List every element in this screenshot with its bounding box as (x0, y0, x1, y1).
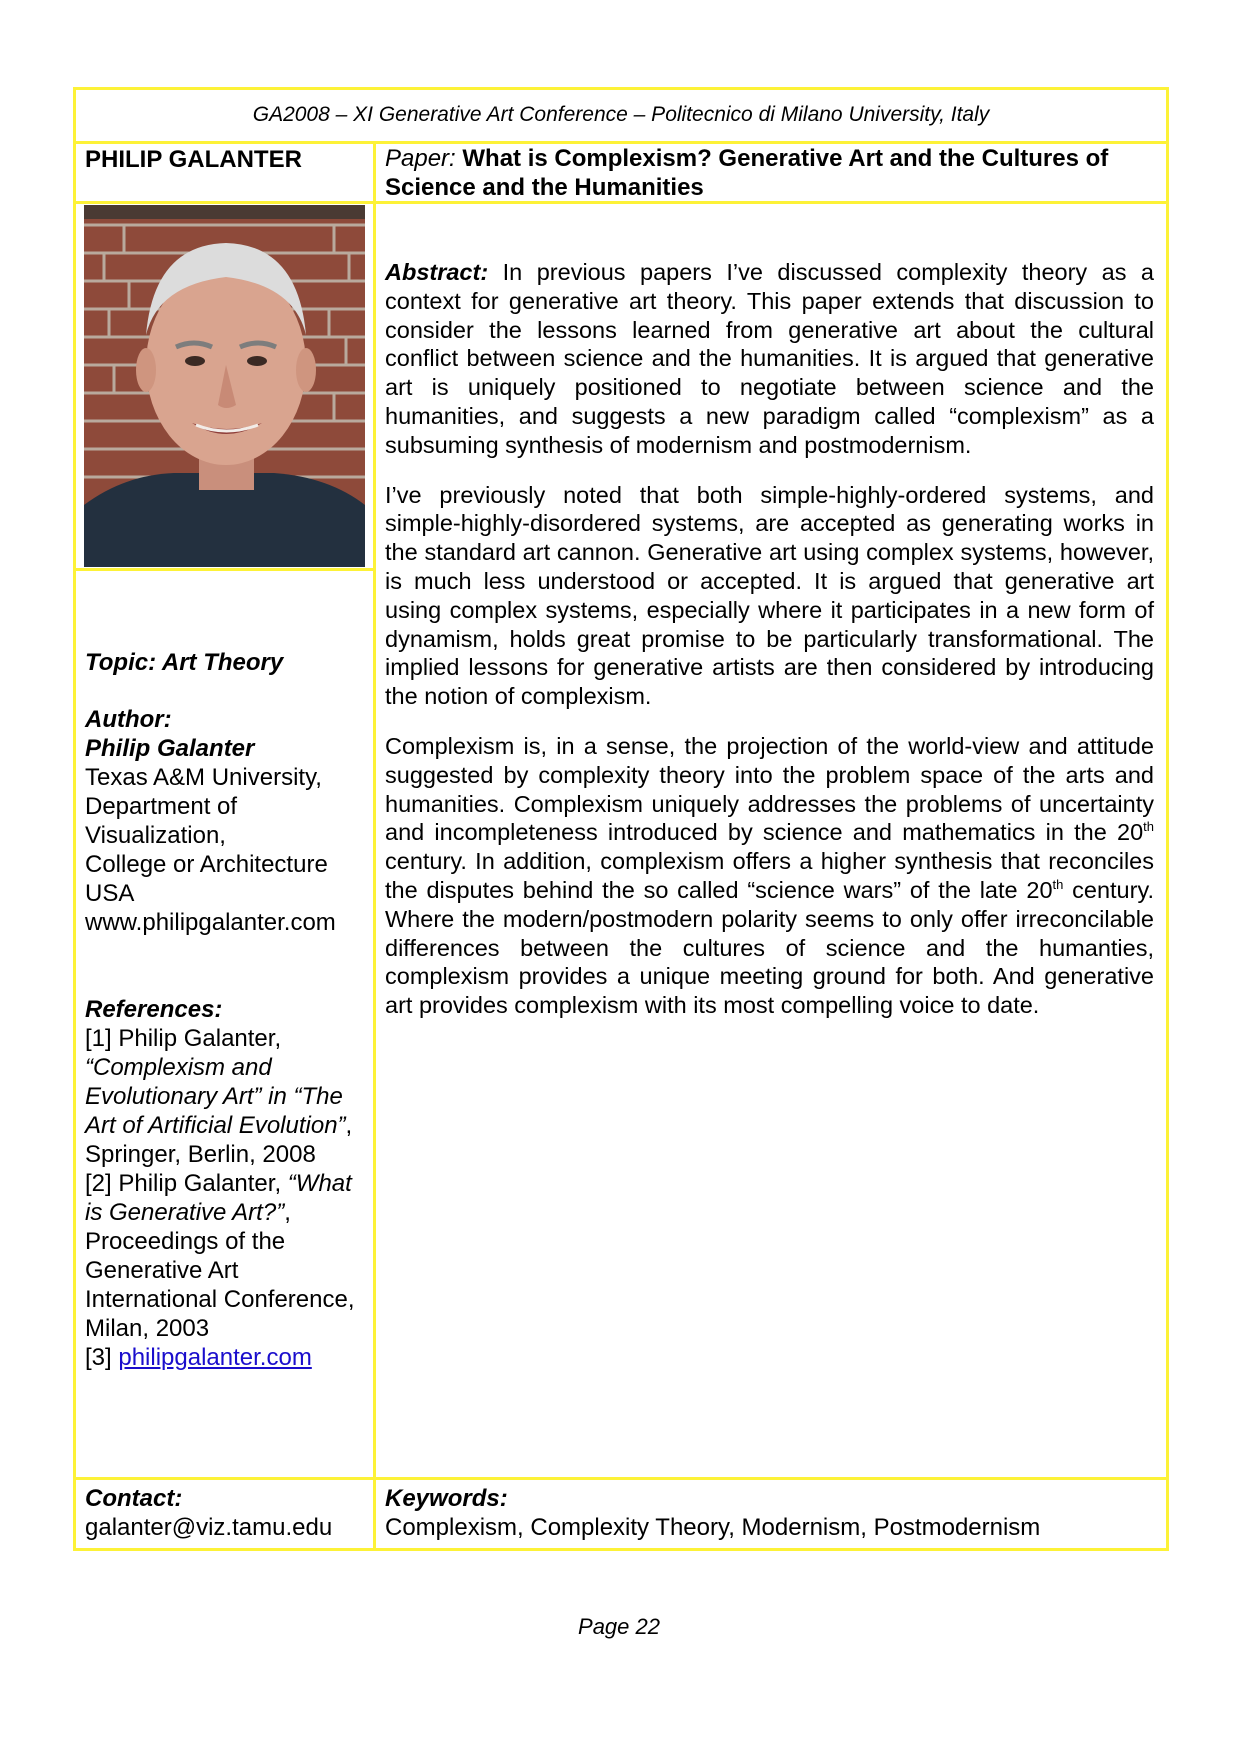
abstract-p3-part: Complexism is, in a sense, the projection of the world-view and attitude suggested by complexity theory into the problem space of the arts and humanities. Complexism uniquely addresses the problems of uncertainty and incompleteness introduced by science and mathematics in the 20 (385, 732, 1154, 846)
author-website: www.philipgalanter.com (85, 909, 336, 936)
abstract-paragraph-3 (385, 732, 1154, 1020)
reference-3-link[interactable]: philipgalanter.com (118, 1344, 312, 1371)
abstract-text: In previous papers I’ve discussed complexity theory as a context for generative art theory. This paper extends that discussion to consider the lessons learned from generative art about the cultural conflict between science and the humanities. It is argued that generative art is uniquely positioned to negotiate between science and the humanities, and suggests a new paradigm called “complexism” as a subsuming synthesis of modernism and postmodernism. (385, 259, 1154, 458)
reference-3 (85, 1343, 365, 1372)
divider (73, 568, 376, 571)
author-affiliation-line: College or Architecture (85, 851, 328, 878)
superscript: th (1143, 819, 1154, 835)
reference-1-author: [1] Philip Galanter, (85, 1025, 282, 1052)
author-section (85, 705, 365, 937)
reference-2-publisher: , Proceedings of the Generative Art International Conference, Milan, 2003 (85, 1199, 355, 1342)
author-affiliation-line: Department of (85, 793, 238, 820)
reference-2 (85, 1169, 365, 1343)
paper-title (385, 144, 1150, 202)
keywords-section (385, 1484, 1155, 1542)
page-number: Page 22 (578, 1614, 660, 1639)
reference-2-title: “What is Generative Art?” (85, 1170, 352, 1226)
paper-label: Paper: (385, 145, 456, 172)
abstract-paragraph-1 (385, 258, 1154, 460)
abstract-p3-part: century. Where the modern/postmodern polarity seems to only offer irreconcilable differences between the cultures of science and the humanties, complexism provides a unique meeting ground for both. And generative art provides complexism with its most compelling voice to date. (385, 876, 1154, 1019)
abstract-label: Abstract: (385, 259, 489, 285)
topic-text: Topic: Art Theory (85, 649, 284, 676)
reference-1-publisher: , Springer, Berlin, 2008 (85, 1112, 353, 1168)
superscript: th (1052, 877, 1064, 893)
reference-1-title: “Complexism and Evolutionary Art” in “The Art of Artificial Evolution” (85, 1054, 346, 1139)
abstract-paragraph-2: I’ve previously noted that both simple-highly-ordered systems, and simple-highly-disordered systems, are accepted as generating works in the standard art cannon. Generative art using complex systems, however, is much less understood or accepted. It is argued that generative art using complex systems, especially where it participates in a new form of dynamism, holds great promise to be particularly transformational. The implied lessons for generative artists are then considered by introducing the notion of complexism. (385, 481, 1154, 710)
conference-header: GA2008 – XI Generative Art Conference – Politecnico di Milano University, Italy (252, 103, 990, 126)
divider (73, 1477, 1169, 1480)
author-portrait-icon (84, 205, 365, 567)
author-affiliation-line: Texas A&M University, (85, 764, 322, 791)
author-affiliation-line: Visualization, (85, 822, 226, 849)
topic (85, 648, 365, 677)
abstract-p3-part: century. In addition, complexism offers a higher synthesis that reconciles the disputes behind the so called “science wars” of the late 20 (385, 848, 1154, 903)
author-affiliation-line: USA (85, 880, 135, 907)
author-label: Author: (85, 706, 172, 733)
contact-label: Contact: (85, 1485, 183, 1512)
reference-3-number: [3] (85, 1344, 112, 1371)
contact-section (85, 1484, 365, 1542)
references-label: References: (85, 996, 223, 1023)
references-section (85, 995, 365, 1372)
keywords-text: Complexism, Complexity Theory, Modernism, Postmodernism (385, 1514, 1041, 1541)
author-name-heading: PHILIP GALANTER (85, 146, 302, 173)
author-full-name: Philip Galanter (85, 735, 255, 762)
contact-email: galanter@viz.tamu.edu (85, 1514, 333, 1541)
abstract-body (385, 258, 1154, 1041)
keywords-label: Keywords: (385, 1485, 508, 1512)
divider (373, 141, 376, 1551)
reference-2-author: [2] Philip Galanter, (85, 1170, 282, 1197)
paper-title-text: What is Complexism? Generative Art and the Cultures of Science and the Humanities (385, 145, 1109, 201)
reference-1 (85, 1024, 365, 1169)
